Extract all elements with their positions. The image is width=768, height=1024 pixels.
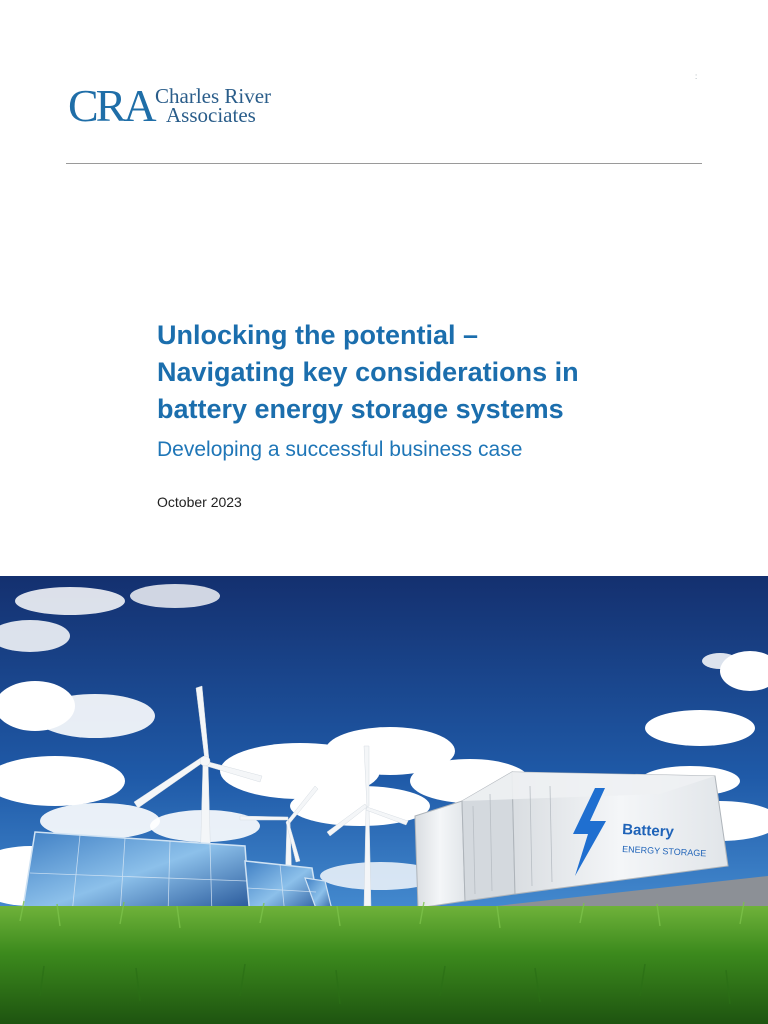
header-divider (66, 163, 702, 164)
logo-name-line2: Associates (166, 103, 256, 127)
document-subtitle: Developing a successful business case (157, 438, 523, 461)
title-line-3: battery energy storage systems (157, 394, 564, 424)
logo-name-line1: Charles River (155, 84, 272, 108)
publication-date: October 2023 (157, 494, 242, 510)
title-line-2: Navigating key considerations in (157, 357, 579, 387)
grass (0, 901, 768, 1024)
logo-mark: CRA (68, 80, 154, 131)
hero-image (0, 576, 768, 1024)
battery-sublabel: ENERGY STORAGE (621, 844, 707, 859)
cra-logo (68, 80, 298, 132)
document-title (157, 317, 717, 428)
title-line-1: Unlocking the potential – (157, 320, 479, 350)
corner-mark: : (695, 72, 698, 81)
battery-label: Battery (621, 821, 675, 841)
